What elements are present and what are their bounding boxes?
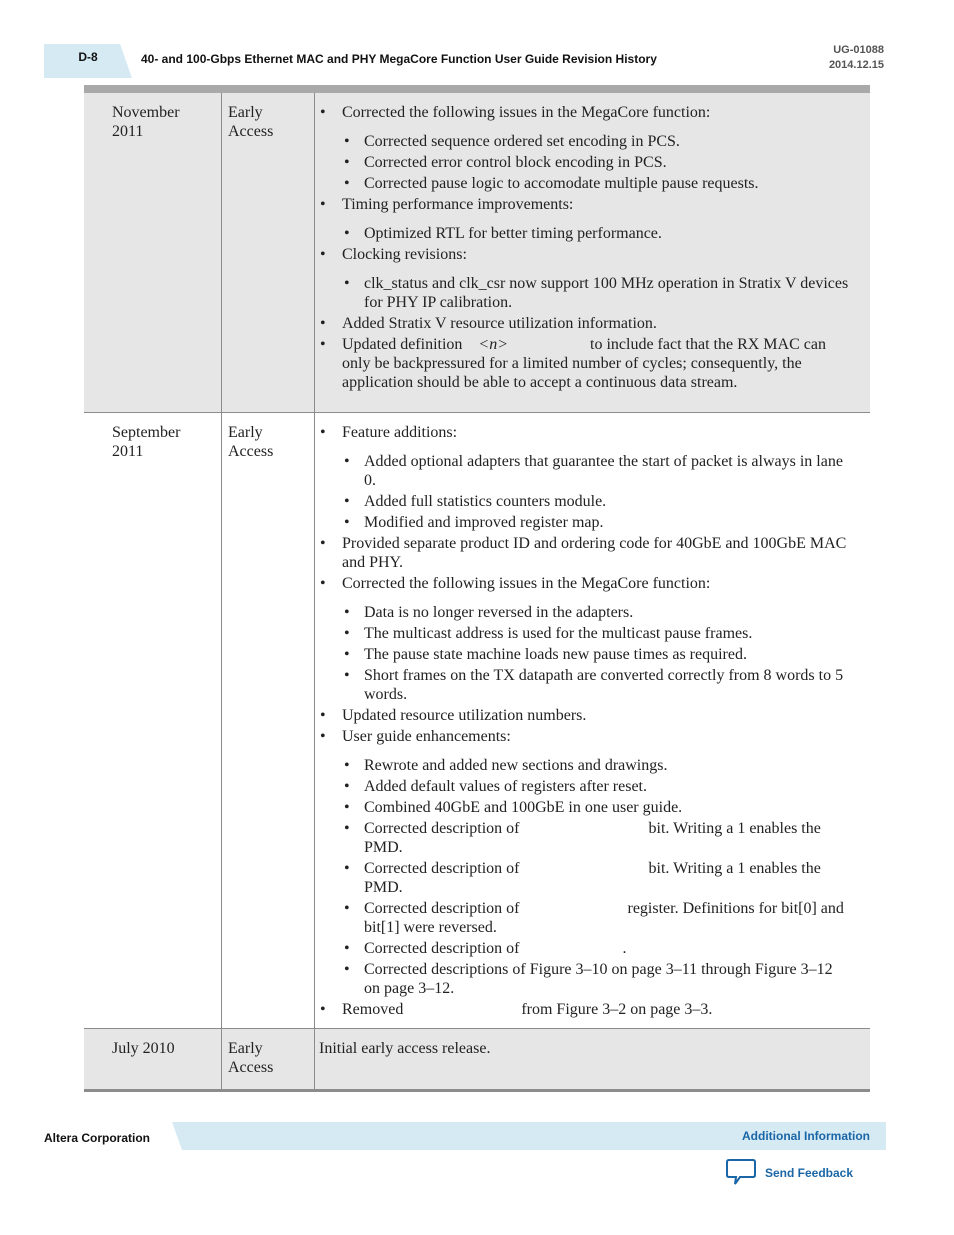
list-item: • Rewrote and added new sections and drawings. [342, 756, 850, 775]
list-item: • Corrected sequence ordered set encoding in PCS. [342, 132, 850, 151]
list-item: • Removed from Figure 3–2 on page 3–3. [319, 1000, 850, 1019]
list-item: • Added full statistics counters module. [342, 492, 850, 511]
list-item: • The multicast address is used for the multicast pause frames. [342, 624, 850, 643]
list-item: • Added optional adapters that guarantee the start of packet is always in lane 0. [342, 452, 850, 490]
list-item: • User guide enhancements: • Rewrote and added new sections and drawings. • Added default values of registers after reset. • Combined 40GbE and 100GbE in one user guide. • Corrected description of bit. Writing a 1 enables the PMD. • Corrected description of bit. Writing a 1 enables the PMD. • Corrected description of register. Definitions for bit[0] and bit[1] were reversed. • Corrected description of . • Corrected descriptions of Figure 3–10 on page 3–11 through Figure 3–12 on page 3–12. [319, 727, 850, 998]
table-row [84, 1029, 870, 1092]
changes-cell [315, 93, 870, 412]
page-number: D-8 [78, 50, 98, 64]
list-item: • Corrected pause logic to accomodate multiple pause requests. [342, 174, 850, 193]
list-item: • Corrected error control block encoding in PCS. [342, 153, 850, 172]
list-item: • Data is no longer reversed in the adapters. [342, 603, 850, 622]
list-item: • Timing performance improvements: • Optimized RTL for better timing performance. [319, 195, 850, 243]
document-id: UG-01088 [833, 44, 884, 56]
company-name: Altera Corporation [44, 1131, 151, 1145]
list-item: • Clocking revisions: • clk_status and clk_csr now support 100 MHz operation in Stratix V devices for PHY IP calibration. [319, 245, 850, 312]
document-id-block [829, 43, 884, 73]
list-item: • Corrected descriptions of Figure 3–10 on page 3–11 through Figure 3–12 on page 3–12. [342, 960, 850, 998]
list-item: • Corrected description of bit. Writing a 1 enables the PMD. [342, 819, 850, 857]
list-item: • Feature additions: • Added optional adapters that guarantee the start of packet is always in lane 0. • Added full statistics counters module. • Modified and improved register map. [319, 423, 850, 532]
version-cell: Early Access [222, 413, 315, 1028]
list-item: • Short frames on the TX datapath are converted correctly from 8 words to 5 words. [342, 666, 850, 704]
list-item: • Added default values of registers after reset. [342, 777, 850, 796]
changes-cell [315, 413, 870, 1028]
send-feedback-button[interactable] [726, 1158, 853, 1188]
list-item: • clk_status and clk_csr now support 100 MHz operation in Stratix V devices for PHY IP calibration. [342, 274, 850, 312]
list-item: • Modified and improved register map. [342, 513, 850, 532]
signal-placeholder-n: <n> [478, 336, 509, 353]
version-cell: Early Access [222, 1029, 315, 1089]
list-item: • Updated resource utilization numbers. [319, 706, 850, 725]
date-cell: September 2011 [84, 413, 222, 1028]
list-item: • The pause state machine loads new pause times as required. [342, 645, 850, 664]
date-cell: November 2011 [84, 93, 222, 412]
list-item: • Corrected the following issues in the MegaCore function: • Data is no longer reversed in the adapters. • The multicast address is used for the multicast pause frames. • The pause state machine loads new pause times as required. • Short frames on the TX datapath are converted correctly from 8 words to 5 words. [319, 574, 850, 704]
list-item: • Provided separate product ID and ordering code for 40GbE and 100GbE MAC and PHY. [319, 534, 850, 572]
list-item: • Optimized RTL for better timing performance. [342, 224, 850, 243]
list-item: • Updated definition <n> to include fact that the RX MAC can only be backpressured for a limited number of cycles; consequently, the application should be able to accept a continuous data stream. [319, 335, 850, 392]
list-item: • Corrected description of . [342, 939, 850, 958]
table-row [84, 413, 870, 1029]
version-cell: Early Access [222, 93, 315, 412]
list-item: • Corrected description of bit. Writing a 1 enables the PMD. [342, 859, 850, 897]
page-header-title: 40- and 100-Gbps Ethernet MAC and PHY MegaCore Function User Guide Revision History [141, 52, 657, 66]
table-row [84, 93, 870, 413]
document-date: 2014.12.15 [828, 59, 884, 71]
list-item: • Combined 40GbE and 100GbE in one user guide. [342, 798, 850, 817]
table-top-rule [84, 85, 870, 93]
list-item: • Added Stratix V resource utilization information. [319, 314, 850, 333]
speech-bubble-icon [726, 1158, 756, 1189]
revision-history-table [84, 85, 870, 1092]
send-feedback-label: Send Feedback [765, 1166, 854, 1180]
list-item: • Corrected the following issues in the MegaCore function: • Corrected sequence ordered set encoding in PCS. • Corrected error control block encoding in PCS. • Corrected pause logic to accomodate multiple pause requests. [319, 103, 850, 193]
date-cell: July 2010 [84, 1029, 222, 1089]
changes-cell: Initial early access release. [319, 1040, 491, 1057]
additional-information-link[interactable]: Additional Information [742, 1129, 870, 1143]
list-item: • Corrected description of register. Definitions for bit[0] and bit[1] were reversed. [342, 899, 850, 937]
